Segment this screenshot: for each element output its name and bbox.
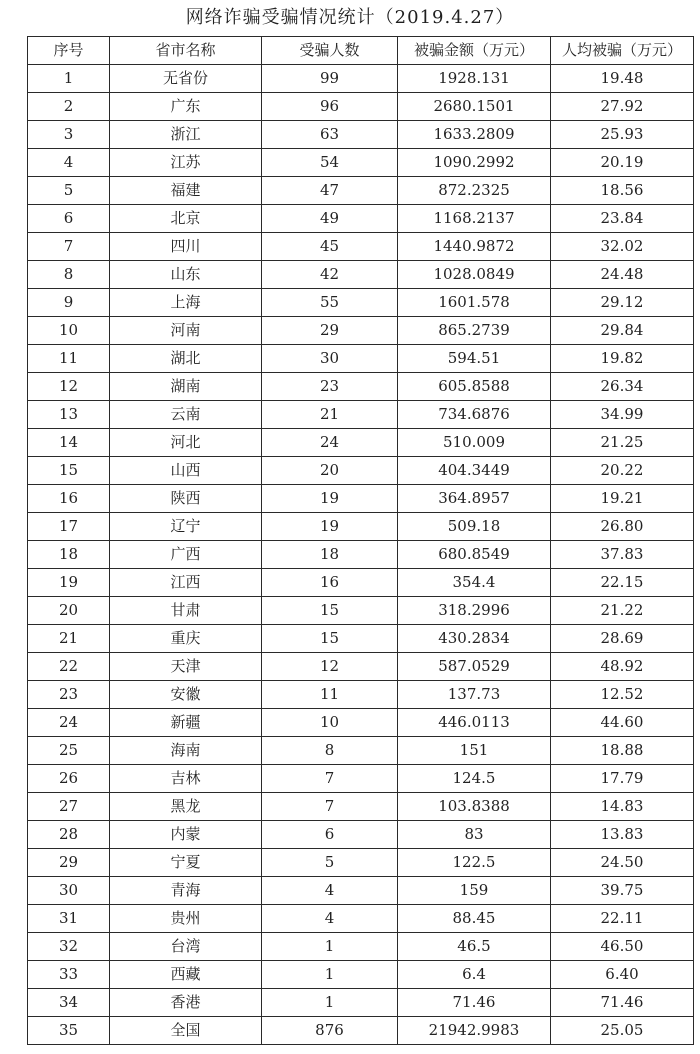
cell-amount: 122.5 [398,849,551,877]
cell-index: 11 [28,345,110,373]
cell-average: 12.52 [551,681,694,709]
cell-amount: 6.4 [398,961,551,989]
cell-victim-count: 15 [262,597,398,625]
cell-amount: 1928.131 [398,65,551,93]
cell-index: 34 [28,989,110,1017]
cell-average: 17.79 [551,765,694,793]
cell-amount: 509.18 [398,513,551,541]
cell-index: 8 [28,261,110,289]
table-row [28,289,694,317]
column-header-index: 序号 [28,37,110,65]
table-row [28,625,694,653]
cell-province: 浙江 [110,121,262,149]
column-header-amount: 被骗金额（万元） [398,37,551,65]
cell-average: 14.83 [551,793,694,821]
cell-province: 福建 [110,177,262,205]
cell-amount: 159 [398,877,551,905]
cell-index: 33 [28,961,110,989]
cell-index: 3 [28,121,110,149]
cell-amount: 88.45 [398,905,551,933]
table-row [28,821,694,849]
cell-index: 35 [28,1017,110,1045]
cell-average: 27.92 [551,93,694,121]
cell-victim-count: 5 [262,849,398,877]
table-row [28,877,694,905]
cell-average: 32.02 [551,233,694,261]
cell-province: 安徽 [110,681,262,709]
cell-average: 29.84 [551,317,694,345]
table-row [28,121,694,149]
cell-victim-count: 49 [262,205,398,233]
cell-victim-count: 1 [262,989,398,1017]
cell-victim-count: 19 [262,485,398,513]
cell-index: 27 [28,793,110,821]
cell-victim-count: 21 [262,401,398,429]
cell-average: 24.50 [551,849,694,877]
cell-index: 24 [28,709,110,737]
cell-victim-count: 876 [262,1017,398,1045]
cell-province: 山东 [110,261,262,289]
cell-index: 14 [28,429,110,457]
cell-victim-count: 4 [262,877,398,905]
cell-province: 广东 [110,93,262,121]
table-row [28,905,694,933]
cell-province: 湖北 [110,345,262,373]
cell-victim-count: 55 [262,289,398,317]
cell-index: 31 [28,905,110,933]
cell-average: 37.83 [551,541,694,569]
table-row [28,261,694,289]
cell-province: 天津 [110,653,262,681]
cell-amount: 21942.9983 [398,1017,551,1045]
cell-amount: 124.5 [398,765,551,793]
cell-victim-count: 1 [262,933,398,961]
cell-index: 15 [28,457,110,485]
cell-average: 19.82 [551,345,694,373]
cell-average: 6.40 [551,961,694,989]
cell-index: 29 [28,849,110,877]
cell-province: 河北 [110,429,262,457]
cell-victim-count: 12 [262,653,398,681]
column-header-average: 人均被骗（万元） [551,37,694,65]
table-row [28,989,694,1017]
cell-amount: 587.0529 [398,653,551,681]
cell-province: 云南 [110,401,262,429]
cell-average: 13.83 [551,821,694,849]
table-row [28,401,694,429]
table-row [28,653,694,681]
cell-victim-count: 96 [262,93,398,121]
cell-province: 青海 [110,877,262,905]
cell-average: 29.12 [551,289,694,317]
cell-average: 19.21 [551,485,694,513]
table-row [28,485,694,513]
cell-victim-count: 16 [262,569,398,597]
cell-victim-count: 42 [262,261,398,289]
cell-victim-count: 18 [262,541,398,569]
cell-index: 32 [28,933,110,961]
cell-victim-count: 10 [262,709,398,737]
cell-average: 22.15 [551,569,694,597]
cell-average: 34.99 [551,401,694,429]
cell-province: 无省份 [110,65,262,93]
cell-index: 23 [28,681,110,709]
cell-amount: 404.3449 [398,457,551,485]
cell-average: 22.11 [551,905,694,933]
cell-victim-count: 54 [262,149,398,177]
cell-amount: 865.2739 [398,317,551,345]
cell-province: 香港 [110,989,262,1017]
cell-province: 吉林 [110,765,262,793]
cell-average: 21.25 [551,429,694,457]
cell-amount: 1601.578 [398,289,551,317]
cell-index: 25 [28,737,110,765]
table-row [28,737,694,765]
cell-average: 28.69 [551,625,694,653]
cell-province: 湖南 [110,373,262,401]
table-row [28,597,694,625]
table-row [28,205,694,233]
table-row [28,373,694,401]
cell-victim-count: 99 [262,65,398,93]
cell-average: 26.80 [551,513,694,541]
cell-amount: 1090.2992 [398,149,551,177]
cell-index: 2 [28,93,110,121]
cell-victim-count: 63 [262,121,398,149]
table-row [28,177,694,205]
cell-victim-count: 15 [262,625,398,653]
cell-province: 山西 [110,457,262,485]
cell-index: 5 [28,177,110,205]
cell-amount: 594.51 [398,345,551,373]
cell-average: 44.60 [551,709,694,737]
cell-victim-count: 20 [262,457,398,485]
cell-amount: 1440.9872 [398,233,551,261]
table-row [28,961,694,989]
cell-amount: 318.2996 [398,597,551,625]
column-header-province: 省市名称 [110,37,262,65]
table-row [28,457,694,485]
cell-amount: 71.46 [398,989,551,1017]
cell-province: 黑龙 [110,793,262,821]
cell-average: 48.92 [551,653,694,681]
cell-amount: 446.0113 [398,709,551,737]
cell-amount: 1168.2137 [398,205,551,233]
cell-victim-count: 23 [262,373,398,401]
cell-index: 26 [28,765,110,793]
cell-amount: 364.8957 [398,485,551,513]
cell-victim-count: 19 [262,513,398,541]
cell-amount: 605.8588 [398,373,551,401]
cell-victim-count: 30 [262,345,398,373]
cell-index: 28 [28,821,110,849]
cell-average: 21.22 [551,597,694,625]
cell-average: 26.34 [551,373,694,401]
cell-index: 20 [28,597,110,625]
cell-average: 19.48 [551,65,694,93]
cell-victim-count: 7 [262,765,398,793]
column-header-victim-count: 受骗人数 [262,37,398,65]
cell-index: 17 [28,513,110,541]
cell-average: 20.22 [551,457,694,485]
cell-province: 新疆 [110,709,262,737]
cell-victim-count: 45 [262,233,398,261]
cell-province: 贵州 [110,905,262,933]
cell-amount: 103.8388 [398,793,551,821]
cell-province: 陕西 [110,485,262,513]
cell-victim-count: 47 [262,177,398,205]
cell-province: 台湾 [110,933,262,961]
cell-province: 四川 [110,233,262,261]
fraud-statistics-table [27,36,694,1045]
table-row [28,933,694,961]
cell-victim-count: 11 [262,681,398,709]
cell-average: 25.93 [551,121,694,149]
cell-province: 海南 [110,737,262,765]
cell-province: 江西 [110,569,262,597]
cell-amount: 430.2834 [398,625,551,653]
cell-province: 广西 [110,541,262,569]
table-row [28,65,694,93]
cell-average: 46.50 [551,933,694,961]
cell-amount: 1028.0849 [398,261,551,289]
table-header-row [28,37,694,65]
cell-victim-count: 8 [262,737,398,765]
cell-victim-count: 29 [262,317,398,345]
cell-province: 重庆 [110,625,262,653]
cell-index: 16 [28,485,110,513]
cell-index: 21 [28,625,110,653]
cell-victim-count: 24 [262,429,398,457]
cell-province: 辽宁 [110,513,262,541]
cell-index: 7 [28,233,110,261]
table-row [28,709,694,737]
cell-province: 宁夏 [110,849,262,877]
cell-average: 18.88 [551,737,694,765]
table-row [28,849,694,877]
cell-average: 71.46 [551,989,694,1017]
cell-index: 6 [28,205,110,233]
cell-province: 内蒙 [110,821,262,849]
table-row [28,681,694,709]
cell-province: 上海 [110,289,262,317]
cell-average: 25.05 [551,1017,694,1045]
cell-province: 江苏 [110,149,262,177]
cell-index: 13 [28,401,110,429]
table-row [28,429,694,457]
cell-index: 19 [28,569,110,597]
cell-amount: 354.4 [398,569,551,597]
document-title: 网络诈骗受骗情况统计（2019.4.27） [185,7,515,28]
table-row [28,793,694,821]
cell-index: 1 [28,65,110,93]
cell-amount: 137.73 [398,681,551,709]
cell-victim-count: 1 [262,961,398,989]
table-row [28,317,694,345]
table-row [28,345,694,373]
cell-province: 西藏 [110,961,262,989]
table-body [28,65,694,1045]
table-row [28,569,694,597]
cell-amount: 46.5 [398,933,551,961]
cell-province: 甘肃 [110,597,262,625]
cell-index: 4 [28,149,110,177]
cell-average: 23.84 [551,205,694,233]
cell-province: 全国 [110,1017,262,1045]
cell-index: 22 [28,653,110,681]
cell-amount: 734.6876 [398,401,551,429]
cell-victim-count: 6 [262,821,398,849]
table-row [28,765,694,793]
cell-average: 20.19 [551,149,694,177]
cell-amount: 83 [398,821,551,849]
cell-amount: 2680.1501 [398,93,551,121]
table-row [28,541,694,569]
cell-province: 河南 [110,317,262,345]
cell-index: 10 [28,317,110,345]
cell-victim-count: 7 [262,793,398,821]
cell-province: 北京 [110,205,262,233]
cell-amount: 510.009 [398,429,551,457]
cell-victim-count: 4 [262,905,398,933]
table-row [28,149,694,177]
cell-amount: 680.8549 [398,541,551,569]
cell-amount: 151 [398,737,551,765]
cell-amount: 1633.2809 [398,121,551,149]
cell-index: 30 [28,877,110,905]
table-row [28,233,694,261]
cell-average: 39.75 [551,877,694,905]
cell-amount: 872.2325 [398,177,551,205]
cell-index: 18 [28,541,110,569]
table-row [28,93,694,121]
table-row [28,1017,694,1045]
table-row [28,513,694,541]
cell-average: 24.48 [551,261,694,289]
cell-index: 9 [28,289,110,317]
cell-index: 12 [28,373,110,401]
cell-average: 18.56 [551,177,694,205]
